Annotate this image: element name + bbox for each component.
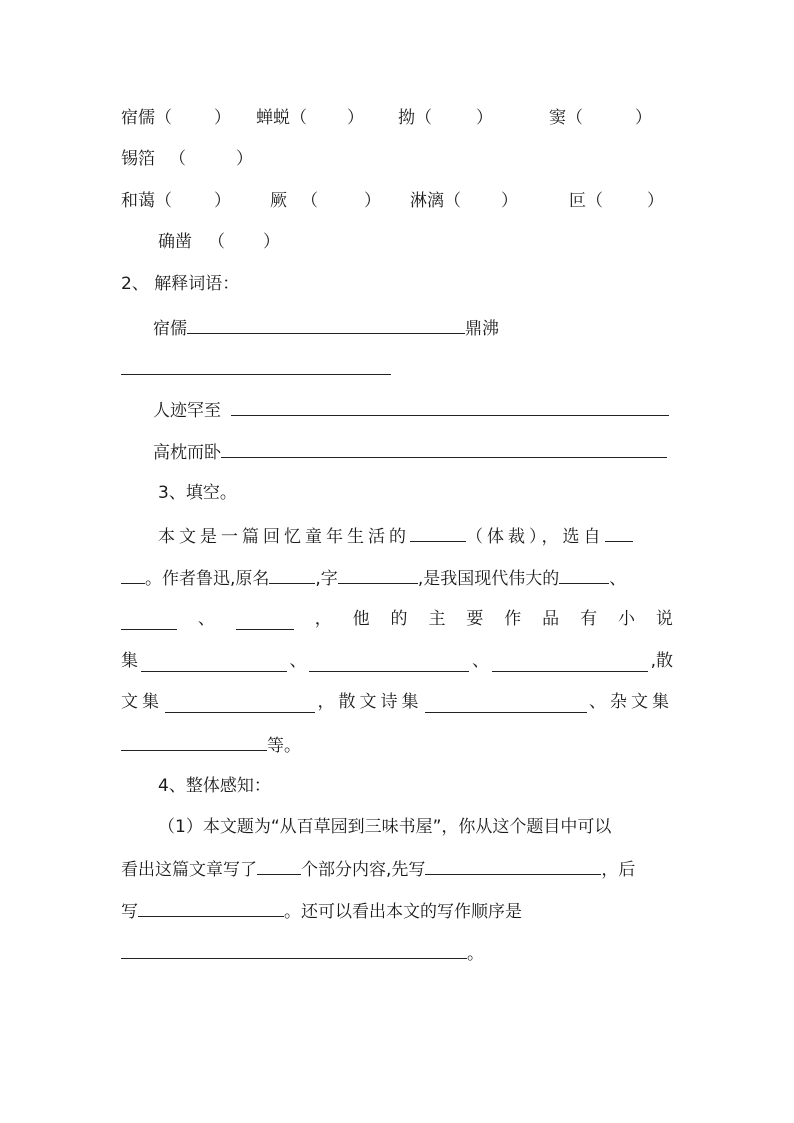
answer-blank-title-2[interactable]: [121, 612, 177, 630]
question-4-heading: 4、整体感知：: [158, 776, 271, 796]
q3-text: 他: [352, 609, 370, 629]
q3-text: 等。: [267, 736, 301, 756]
question-3-heading: 3、填空。: [158, 483, 237, 503]
q3-text: 作: [504, 609, 522, 629]
q3-text: 说: [655, 609, 673, 629]
q3-text: 要: [466, 609, 484, 629]
q4-line-4: [121, 941, 484, 965]
word-renjihanzhi-label: 人迹罕至: [153, 401, 221, 421]
word-xibo: 锡箔: [121, 149, 155, 169]
q4-text: 看出这篇文章写了: [121, 860, 257, 880]
paren-open: （: [301, 191, 318, 211]
q3-text: 。作者鲁迅,原名: [145, 569, 270, 589]
q4-text: ，后: [601, 860, 636, 880]
q3-text: 品: [542, 609, 560, 629]
pinyin-row-2: [121, 148, 253, 170]
answer-blank-prose-poem[interactable]: [425, 695, 587, 713]
q3-text: 、: [609, 569, 627, 589]
q3-line-5: [121, 691, 673, 713]
word-heai: 和蔼（: [121, 191, 172, 211]
answer-blank-then[interactable]: [138, 899, 284, 917]
q4-line-2: [121, 857, 635, 881]
paren-close: ）: [501, 191, 518, 211]
q3-text: 有: [580, 609, 598, 629]
paren-close: ）: [364, 191, 381, 211]
word-suru-label: 宿儒: [153, 319, 187, 339]
word-dou: 窦（: [549, 108, 583, 128]
answer-blank-novel-2[interactable]: [309, 654, 469, 672]
q3-text: 文集: [121, 692, 163, 712]
word-chantui: 蝉蜕（: [256, 108, 307, 128]
pinyin-dou: [549, 107, 652, 129]
q3-text: ，散文诗集: [317, 692, 423, 712]
paren-close: ）: [347, 108, 364, 128]
q4-line-3: [121, 899, 522, 923]
q3-text: ，: [314, 609, 332, 629]
paren-close: ）: [635, 108, 652, 128]
q4-text: 个部分内容,先写: [301, 860, 426, 880]
pinyin-row-1: [121, 107, 231, 129]
answer-blank-title-1[interactable]: [559, 566, 609, 584]
q4-text: 。: [467, 944, 484, 964]
define-gaozhenerwo: [153, 440, 667, 464]
pinyin-po: [569, 190, 664, 212]
word-po: 叵（: [569, 191, 603, 211]
answer-blank-novel-1[interactable]: [141, 654, 287, 672]
answer-blank-essay[interactable]: [492, 654, 648, 672]
answer-blank-title-3[interactable]: [236, 612, 294, 630]
define-suru: [153, 316, 499, 340]
answer-blank-essay-collection[interactable]: [165, 695, 315, 713]
pinyin-ao: [398, 107, 493, 129]
answer-blank-source[interactable]: [605, 524, 633, 542]
q3-line-1: [158, 524, 633, 548]
word-dingfei-label: 鼎沸: [465, 319, 499, 339]
word-linli: 淋漓（: [410, 191, 461, 211]
q3-line-4: [121, 650, 673, 672]
pinyin-chantui: [256, 107, 364, 129]
pinyin-linli: [410, 190, 518, 212]
q3-text: 集: [121, 651, 138, 671]
pinyin-row-3: [121, 190, 231, 212]
define-renjihanzhi: [153, 398, 669, 422]
word-quezao: 确凿: [158, 232, 192, 252]
paren-close: ）: [647, 191, 664, 211]
q3-text: 、: [289, 651, 307, 671]
answer-blank-courtesy-name[interactable]: [338, 566, 418, 584]
word-ao: 拗（: [398, 108, 432, 128]
q3-text: ,是我国现代伟大的: [417, 569, 560, 589]
answer-blank-original-name[interactable]: [269, 566, 315, 584]
pinyin-row-4: [158, 231, 280, 253]
word-gaozhenerwo-label: 高枕而卧: [153, 443, 221, 463]
answer-blank-zawen[interactable]: [121, 733, 267, 751]
q3-text: ,字: [315, 569, 338, 589]
q3-text: 主: [428, 609, 446, 629]
q4-line-1: （1）本文题为“从百草园到三味书屋”，你从这个题目中可以: [158, 817, 612, 837]
paren-open: （: [169, 149, 186, 169]
q3-text: ,散: [650, 651, 673, 671]
q4-text: 。还可以看出本文的写作顺序是: [284, 902, 522, 922]
answer-blank-genre[interactable]: [410, 524, 466, 542]
pinyin-jue: [270, 190, 381, 212]
answer-blank-dingfei[interactable]: [121, 374, 391, 375]
paren-open: （: [208, 232, 225, 252]
word-jue: 厥: [270, 191, 287, 211]
q3-text: 本文是一篇回忆童年生活的: [158, 527, 410, 547]
word-suru: 宿儒（: [121, 108, 172, 128]
q3-line-2: [121, 566, 626, 590]
paren-close: ）: [214, 191, 231, 211]
answer-blank-first[interactable]: [425, 857, 601, 875]
q3-text: 、: [472, 651, 490, 671]
answer-blank-source-cont[interactable]: [121, 566, 145, 584]
q3-text: 小: [617, 609, 635, 629]
q3-text: 的: [390, 609, 408, 629]
answer-blank-order[interactable]: [121, 941, 467, 959]
answer-blank[interactable]: [231, 398, 669, 416]
paren-close: ）: [263, 232, 280, 252]
q3-text: 、杂文集: [589, 692, 673, 712]
answer-blank[interactable]: [221, 440, 667, 458]
answer-blank-parts-count[interactable]: [257, 857, 301, 875]
q3-text: 、: [197, 609, 215, 629]
paren-close: ）: [476, 108, 493, 128]
q4-text: 写: [121, 902, 138, 922]
q3-line-3: [121, 608, 673, 630]
q3-text: （体裁），选自: [466, 527, 605, 547]
paren-close: ）: [214, 108, 231, 128]
question-2-heading: 2、 解释词语：: [121, 274, 240, 294]
paren-close: ）: [236, 149, 253, 169]
q3-line-6: [121, 733, 301, 757]
answer-blank[interactable]: [187, 316, 465, 334]
